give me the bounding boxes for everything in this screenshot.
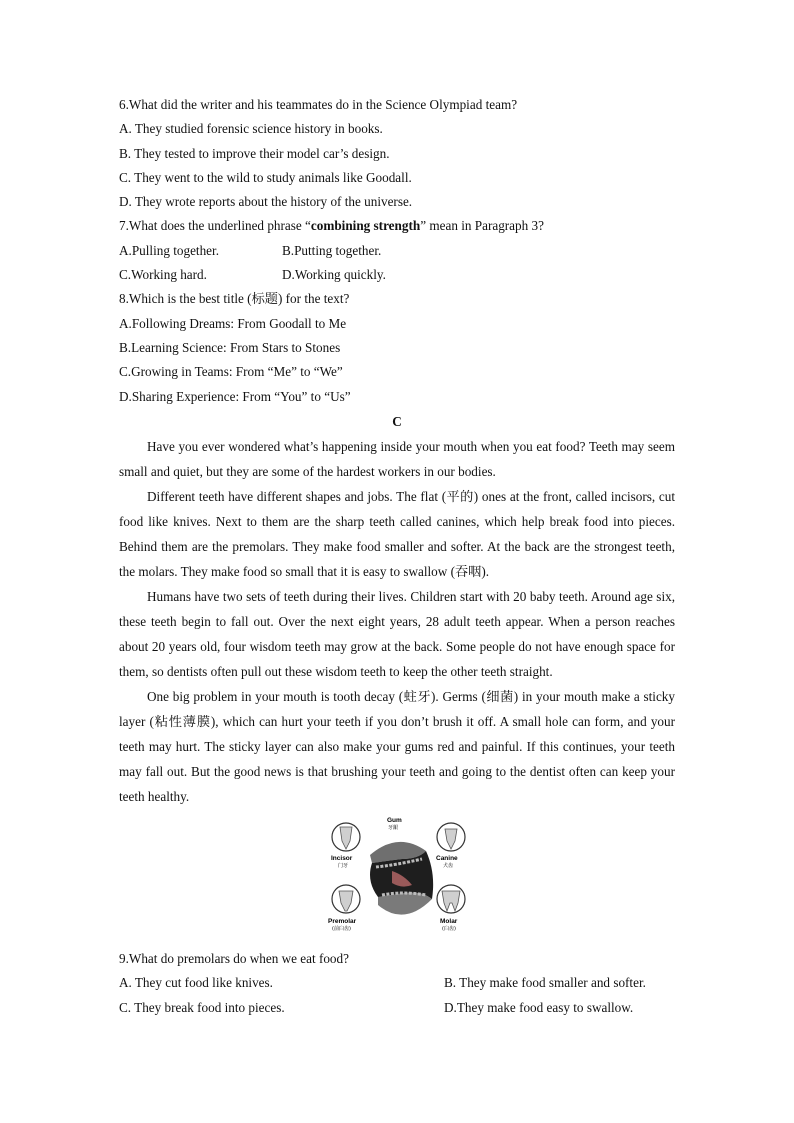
q6-option-c: C. They went to the wild to study animals like Goodall. [119,169,412,185]
q9-option-a: A. They cut food like knives. [119,975,273,991]
q7-option-a: A.Pulling together. [119,242,220,258]
q9-options-row-1 [119,971,675,995]
q8-option-a: A.Following Dreams: From Goodall to Me [119,315,347,331]
molar-label-cn: (臼齿) [442,926,456,933]
question-7 [119,214,675,238]
mouth-illustration [370,842,433,915]
incisor-tooth-icon [332,823,360,851]
question-6: 6.What did the writer and his teammates do in the Science Olympiad team? [119,97,518,112]
q7-options-row-2 [119,263,675,287]
q9-option-d: D.They make food easy to swallow. [444,999,634,1015]
passage-paragraph-4: One big problem in your mouth is tooth decay (蛀牙). Germs (细菌) in your mouth make a sticky layer (粘性薄膜), which can hurt your teeth if you don’t brush it off. A small hole can form, and your teeth may hurt. The sticky layer can also make your gums red and painful. If this continues, your teeth may fall out. But the good news is that brushing your teeth and going to the dentist often can keep your teeth healthy. [119,689,675,805]
q7-text-post: ” mean in Paragraph 3? [420,218,544,234]
q7-options-row-1 [119,239,675,263]
question-9: 9.What do premolars do when we eat food? [119,951,349,967]
canine-label-cn: 犬齿 [443,863,454,870]
passage-paragraph-1: Have you ever wondered what’s happening inside your mouth when you eat food? Teeth may seem small and quiet, but they are some of the hardest workers in our bodies. [119,439,675,480]
q7-option-b: B.Putting together. [282,242,382,258]
q9-option-c: C. They break food into pieces. [119,999,285,1015]
question-8: 8.Which is the best title (标题) for the text? [119,291,350,307]
q8-option-b: B.Learning Science: From Stars to Stones [119,339,341,355]
teeth-diagram [119,815,675,941]
section-heading-c: C [392,413,402,429]
incisor-label: Incisor [331,855,353,863]
worksheet-page [119,93,675,1020]
q8-option-c: C.Growing in Teams: From “Me” to “We” [119,364,343,380]
molar-label: Molar [440,918,458,926]
q9-options-row-2 [119,996,675,1020]
gum-label: Gum [387,817,402,825]
passage-paragraph-2: Different teeth have different shapes and jobs. The flat (平的) ones at the front, called incisors, cut food like knives. Next to them are the sharp teeth called canines, which help break food into pieces. Behind them are the premolars. They make food smaller and softer. At the back are the strongest teeth, the molars. They make food so small that it is easy to swallow (吞咽). [119,489,675,580]
q9-option-b: B. They make food smaller and softer. [444,975,646,991]
molar-tooth-icon [437,885,465,913]
gum-label-cn: 牙龈 [388,825,399,832]
q8-option-d: D.Sharing Experience: From “You” to “Us” [119,388,351,404]
premolar-label: Premolar [328,918,357,926]
incisor-label-cn: 门牙 [338,863,349,870]
premolar-label-cn: (前臼齿) [332,926,351,933]
q6-option-b: B. They tested to improve their model car’s design. [119,145,390,161]
teeth-diagram-image [326,815,471,937]
passage-paragraph-3: Humans have two sets of teeth during their lives. Children start with 20 baby teeth. Around age six, these teeth begin to fall out. Over the next eight years, 28 adult teeth appear. When a person reaches about 20 years old, four wisdom teeth may grow at the back. Some people do not have enough space for them, so dentists often pull out these wisdom teeth to keep the other teeth straight. [119,589,675,680]
q7-option-d: D.Working quickly. [282,267,386,283]
q6-option-a: A. They studied forensic science history in books. [119,121,383,137]
canine-tooth-icon [437,823,465,851]
q7-text-pre: 7.What does the underlined phrase “ [119,218,311,234]
q6-option-d: D. They wrote reports about the history of the universe. [119,194,413,210]
premolar-tooth-icon [332,885,360,913]
canine-label: Canine [436,855,458,863]
q7-option-c: C.Working hard. [119,267,207,283]
q7-underlined-phrase: combining strength [310,218,421,234]
